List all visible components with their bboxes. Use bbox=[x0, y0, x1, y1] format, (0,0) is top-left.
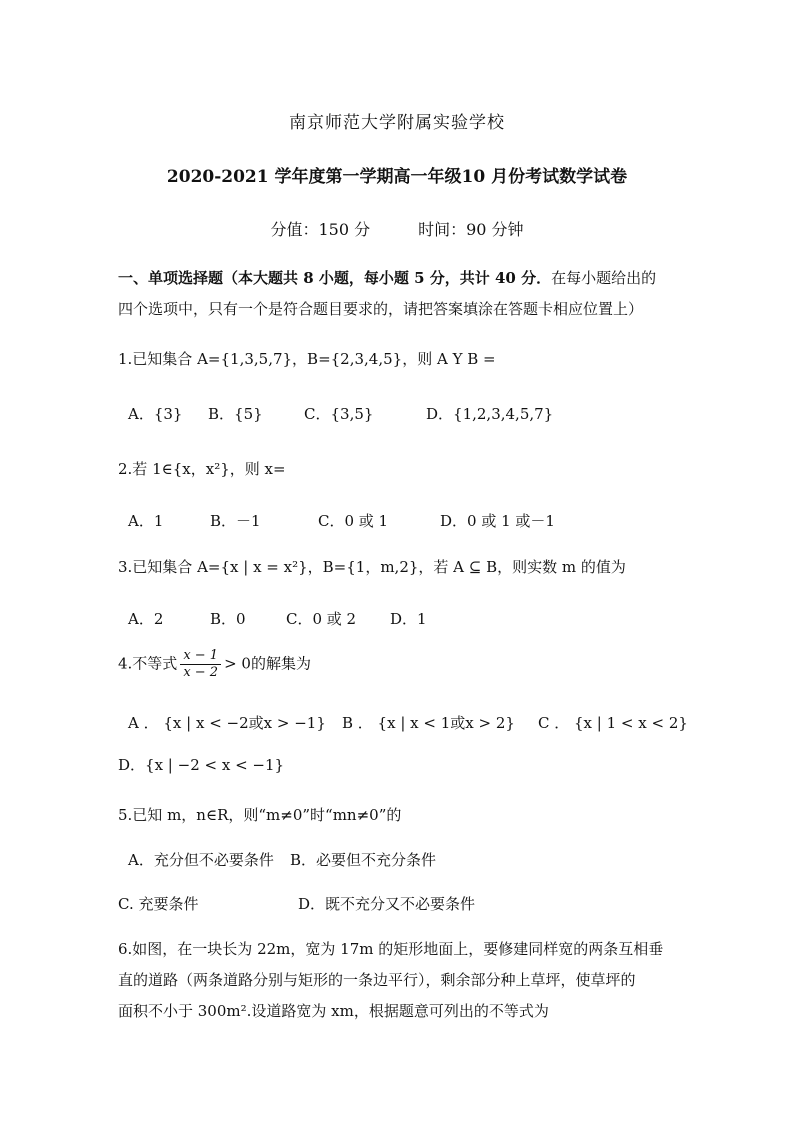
section-title-line2: 四个选项中，只有一个是符合题目要求的，请把答案填涂在答题卡相应位置上） bbox=[118, 300, 644, 318]
q4-stem-suffix: > 0的解集为 bbox=[224, 654, 311, 673]
section-title-line1 bbox=[118, 267, 656, 288]
q1-option-a: A．{3} bbox=[128, 405, 183, 423]
q4-option-d: D．{x | −2 < x < −1} bbox=[118, 756, 285, 774]
q1-option-d: D．{1,2,3,4,5,7} bbox=[426, 405, 554, 423]
q3-option-b: B．0 bbox=[210, 610, 246, 628]
q4-stem-prefix: 4.不等式 bbox=[118, 654, 178, 673]
question-6-line1: 6.如图，在一块长为 22m，宽为 17m 的矩形地面上，要修建同样宽的两条互相垂 bbox=[118, 940, 664, 958]
q3-option-a: A．2 bbox=[128, 610, 164, 628]
q3-option-d: D．1 bbox=[390, 610, 427, 628]
q5-option-c: C. 充要条件 bbox=[118, 895, 199, 913]
time-info: 时间：90 分钟 bbox=[418, 220, 524, 239]
q5-option-a: A．充分但不必要条件 bbox=[128, 851, 274, 869]
q4-fraction-numerator: x − 1 bbox=[180, 648, 221, 665]
question-6-line3: 面积不小于 300m².设道路宽为 xm，根据题意可列出的不等式为 bbox=[118, 1002, 549, 1020]
q5-option-b: B．必要但不充分条件 bbox=[290, 851, 437, 869]
question-6-line2: 直的道路（两条道路分别与矩形的一条边平行），剩余部分种上草坪，使草坪的 bbox=[118, 971, 636, 989]
q4-fraction bbox=[180, 648, 221, 681]
q4-option-b: B ． {x | x < 1或x > 2} bbox=[342, 714, 515, 732]
q3-option-c: C．0 或 2 bbox=[286, 610, 357, 628]
exam-info bbox=[0, 217, 794, 240]
q2-option-d: D．0 或 1 或－1 bbox=[440, 512, 555, 530]
q2-option-c: C．0 或 1 bbox=[318, 512, 389, 530]
exam-title: 2020-2021 学年度第一学期高一年级10 月份考试数学试卷 bbox=[166, 167, 628, 187]
q5-option-d: D．既不充分又不必要条件 bbox=[298, 895, 476, 913]
q4-option-c: C ． {x | 1 < x < 2} bbox=[538, 714, 688, 732]
q2-option-b: B．－1 bbox=[210, 512, 261, 530]
q4-option-a: A ． {x | x < −2或x > −1} bbox=[128, 714, 326, 732]
question-1-stem: 1.已知集合 A={1,3,5,7}，B={2,3,4,5}，则 A Y B = bbox=[118, 350, 496, 368]
score-info: 分值：150 分 bbox=[270, 220, 371, 239]
question-3-stem: 3.已知集合 A={x | x = x²}，B={1，m,2}，若 A ⊆ B，则实数 m 的值为 bbox=[118, 558, 626, 576]
question-4-stem bbox=[118, 648, 311, 681]
q1-option-c: C．{3,5} bbox=[304, 405, 374, 423]
question-2-stem: 2.若 1∈{x，x²}，则 x= bbox=[118, 460, 286, 478]
q4-fraction-denominator: x − 2 bbox=[183, 665, 219, 680]
q2-option-a: A．1 bbox=[128, 512, 164, 530]
section-title-rest: 在每小题给出的 bbox=[551, 269, 657, 287]
section-title-bold: 一、单项选择题（本大题共 8 小题，每小题 5 分，共计 40 分． bbox=[118, 269, 552, 287]
q1-option-b: B．{5} bbox=[208, 405, 263, 423]
question-5-stem: 5.已知 m，n∈R，则“m≠0”时“mn≠0”的 bbox=[118, 806, 402, 824]
school-name: 南京师范大学附属实验学校 bbox=[289, 113, 505, 133]
